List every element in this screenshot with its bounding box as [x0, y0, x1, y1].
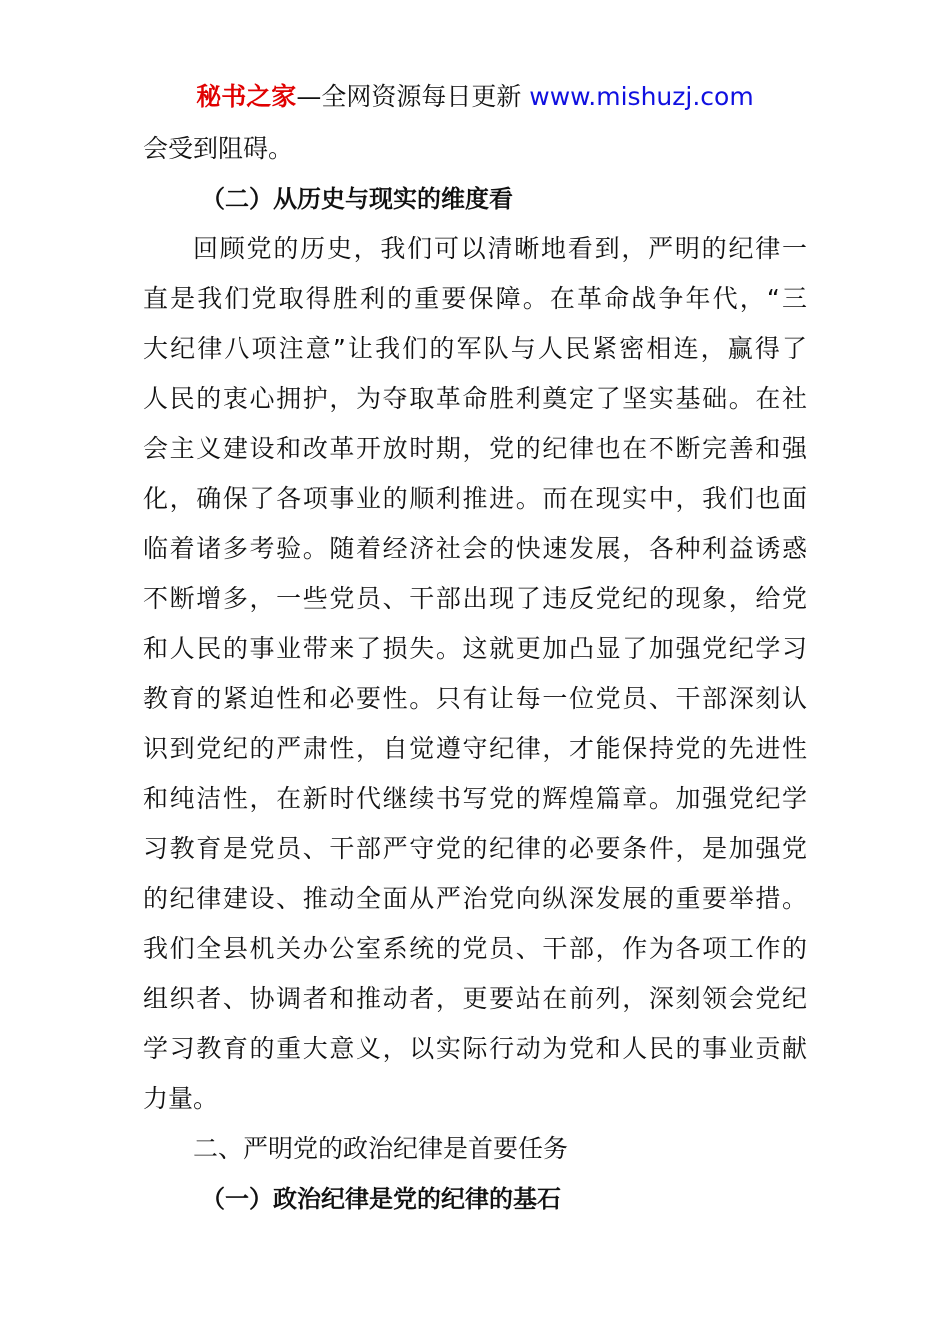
- paragraph-line: 力量。: [143, 1084, 219, 1113]
- history-reality-paragraph: [143, 224, 807, 1124]
- paragraph-line: 直是我们党取得胜利的重要保障。在革命战争年代，“三: [143, 284, 807, 313]
- site-header: [0, 80, 950, 114]
- paragraph-line: 会主义建设和改革开放时期，党的纪律也在不断完善和强: [143, 434, 807, 463]
- paragraph-line: 临着诸多考验。随着经济社会的快速发展，各种利益诱惑: [143, 534, 807, 563]
- subsection-heading-history-reality: （二）从历史与现实的维度看: [201, 185, 513, 213]
- paragraph-line: 教育的紧迫性和必要性。只有让每一位党员、干部深刻认: [143, 684, 807, 713]
- site-url-link[interactable]: www.mishuzj.com: [529, 82, 754, 111]
- paragraph-line: 回顾党的历史，我们可以清晰地看到，严明的纪律一: [193, 234, 807, 263]
- paragraph-line: 人民的衷心拥护，为夺取革命胜利奠定了坚实基础。在社: [143, 384, 807, 413]
- paragraph-line: 组织者、协调者和推动者，更要站在前列，深刻领会党纪: [143, 984, 807, 1013]
- carryover-line: 会受到阻碍。: [143, 134, 294, 163]
- paragraph-line: 化，确保了各项事业的顺利推进。而在现实中，我们也面: [143, 484, 807, 513]
- paragraph-line: 和纯洁性，在新时代继续书写党的辉煌篇章。加强党纪学: [143, 784, 807, 813]
- paragraph-line: 学习教育的重大意义，以实际行动为党和人民的事业贡献: [143, 1034, 807, 1063]
- document-body: [143, 124, 807, 1224]
- paragraph-line: 识到党纪的严肃性，自觉遵守纪律，才能保持党的先进性: [143, 734, 807, 763]
- section-title-political-discipline: 二、严明党的政治纪律是首要任务: [193, 1134, 569, 1163]
- paragraph-line: 习教育是党员、干部严守党的纪律的必要条件，是加强党: [143, 834, 807, 863]
- paragraph-line: 我们全县机关办公室系统的党员、干部，作为各项工作的: [143, 934, 807, 963]
- paragraph-line: 大纪律八项注意”让我们的军队与人民紧密相连，赢得了: [143, 334, 807, 363]
- subsection-heading-political-discipline-foundation: （一）政治纪律是党的纪律的基石: [201, 1185, 561, 1213]
- brand-name: 秘书之家: [196, 82, 297, 111]
- paragraph-line: 和人民的事业带来了损失。这就更加凸显了加强党纪学习: [143, 634, 807, 663]
- header-tagline: —全网资源每日更新: [296, 82, 530, 111]
- paragraph-line: 的纪律建设、推动全面从严治党向纵深发展的重要举措。: [143, 884, 807, 913]
- paragraph-line: 不断增多，一些党员、干部出现了违反党纪的现象，给党: [143, 584, 807, 613]
